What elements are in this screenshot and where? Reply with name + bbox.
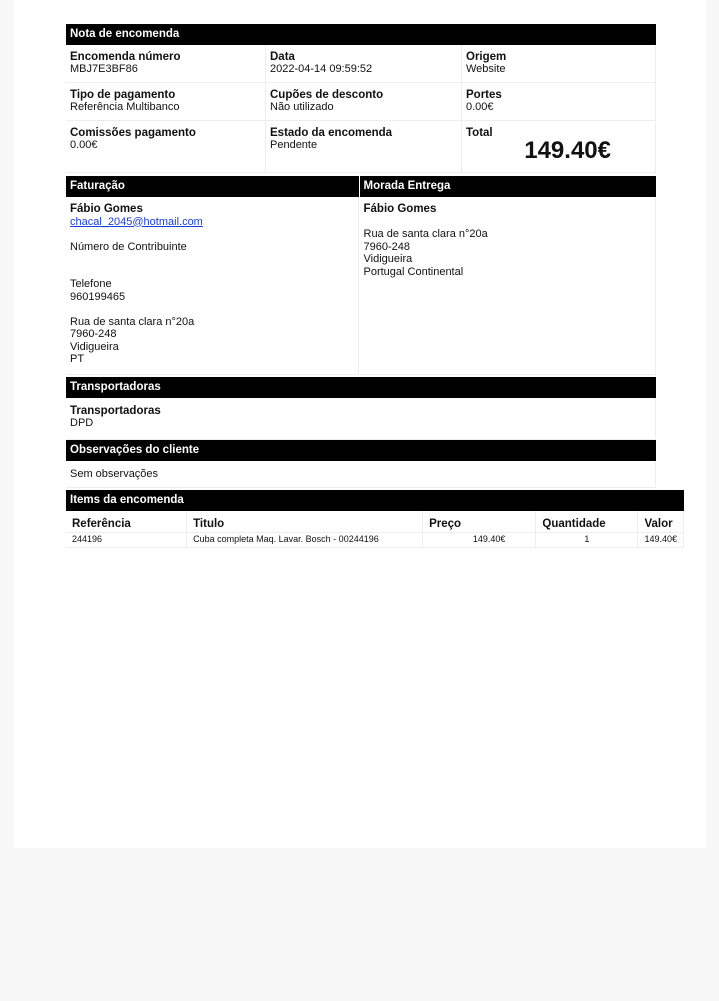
notes-value: Sem observações xyxy=(70,468,159,480)
carriers-header: Transportadoras xyxy=(66,377,656,398)
delivery-zip: 7960-248 xyxy=(363,240,410,253)
total-cell xyxy=(462,121,656,173)
order-date-cell xyxy=(266,45,462,83)
delivery-section xyxy=(360,176,657,375)
items-header: Items da encomenda xyxy=(66,490,684,511)
carriers-section xyxy=(66,377,656,440)
delivery-street: Rua de santa clara n°20a xyxy=(363,228,488,240)
order-status-value: Pendente xyxy=(270,139,318,151)
billing-header: Faturação xyxy=(66,176,359,197)
payment-type-value: Referência Multibanco xyxy=(70,101,180,113)
order-origin-value: Website xyxy=(466,63,506,75)
order-date-value: 2022-04-14 09:59:52 xyxy=(270,63,373,75)
item-qty: 1 xyxy=(536,533,638,548)
order-info-row-3 xyxy=(66,121,656,173)
carriers-body xyxy=(66,398,656,440)
order-status-cell xyxy=(266,121,462,173)
notes-section xyxy=(66,440,656,488)
item-value: 149.40€ xyxy=(638,533,684,548)
order-date-label: Data xyxy=(270,51,295,63)
payment-fees-value: 0.00€ xyxy=(70,139,98,151)
phone-label: Telefone xyxy=(70,278,112,290)
order-info-row-1 xyxy=(66,45,656,83)
order-note-header: Nota de encomenda xyxy=(66,24,656,45)
delivery-header: Morada Entrega xyxy=(360,176,657,197)
item-ref: 244196 xyxy=(66,533,187,548)
page xyxy=(14,0,706,848)
billing-name: Fábio Gomes xyxy=(70,203,143,215)
total-label: Total xyxy=(466,127,493,139)
billing-section xyxy=(66,176,359,375)
order-note xyxy=(66,24,677,548)
item-price: 149.40€ xyxy=(423,533,536,548)
delivery-body xyxy=(360,197,657,375)
coupons-value: Não utilizado xyxy=(270,101,334,113)
col-title: Titulo xyxy=(187,511,423,533)
total-value: 149.40€ xyxy=(524,137,611,164)
carriers-value: DPD xyxy=(70,417,94,429)
billing-country: PT xyxy=(70,353,85,365)
billing-street: Rua de santa clara n°20a xyxy=(70,315,195,328)
billing-email-link[interactable]: chacal_2045@hotmail.com xyxy=(70,215,203,228)
shipping-value: 0.00€ xyxy=(466,101,494,113)
item-title: Cuba completa Maq. Lavar. Bosch - 00244196 xyxy=(187,533,423,548)
col-value: Valor xyxy=(638,511,684,533)
addresses xyxy=(66,176,656,375)
coupons-label: Cupões de desconto xyxy=(270,89,384,101)
items-table xyxy=(66,511,684,548)
payment-type-label: Tipo de pagamento xyxy=(70,89,176,101)
items-section xyxy=(66,490,677,548)
items-header-row xyxy=(66,511,684,533)
phone-value: 960199465 xyxy=(70,290,126,303)
notes-body xyxy=(66,461,656,488)
notes-header: Observações do cliente xyxy=(66,440,656,461)
col-price: Preço xyxy=(423,511,536,533)
payment-fees-cell xyxy=(66,121,266,173)
payment-type-cell xyxy=(66,83,266,121)
coupons-cell xyxy=(266,83,462,121)
billing-city: Vidigueira xyxy=(70,340,119,353)
billing-body xyxy=(66,197,359,375)
payment-fees-label: Comissões pagamento xyxy=(70,127,196,139)
col-qty: Quantidade xyxy=(536,511,638,533)
delivery-name: Fábio Gomes xyxy=(363,203,437,215)
taxid-label: Número de Contribuinte xyxy=(70,240,187,253)
shipping-label: Portes xyxy=(466,89,502,101)
billing-zip: 7960-248 xyxy=(70,328,117,340)
order-info-row-2 xyxy=(66,83,656,121)
carriers-label: Transportadoras xyxy=(70,405,161,417)
shipping-cell xyxy=(462,83,656,121)
table-row xyxy=(66,533,684,548)
order-status-label: Estado da encomenda xyxy=(270,127,393,139)
col-ref: Referência xyxy=(66,511,187,533)
order-origin-cell xyxy=(462,45,656,83)
order-number-value: MBJ7E3BF86 xyxy=(70,63,138,75)
order-number-cell xyxy=(66,45,266,83)
order-number-label: Encomenda número xyxy=(70,51,181,63)
delivery-city: Vidigueira xyxy=(363,253,413,265)
order-origin-label: Origem xyxy=(466,51,507,63)
delivery-region: Portugal Continental xyxy=(363,265,464,278)
